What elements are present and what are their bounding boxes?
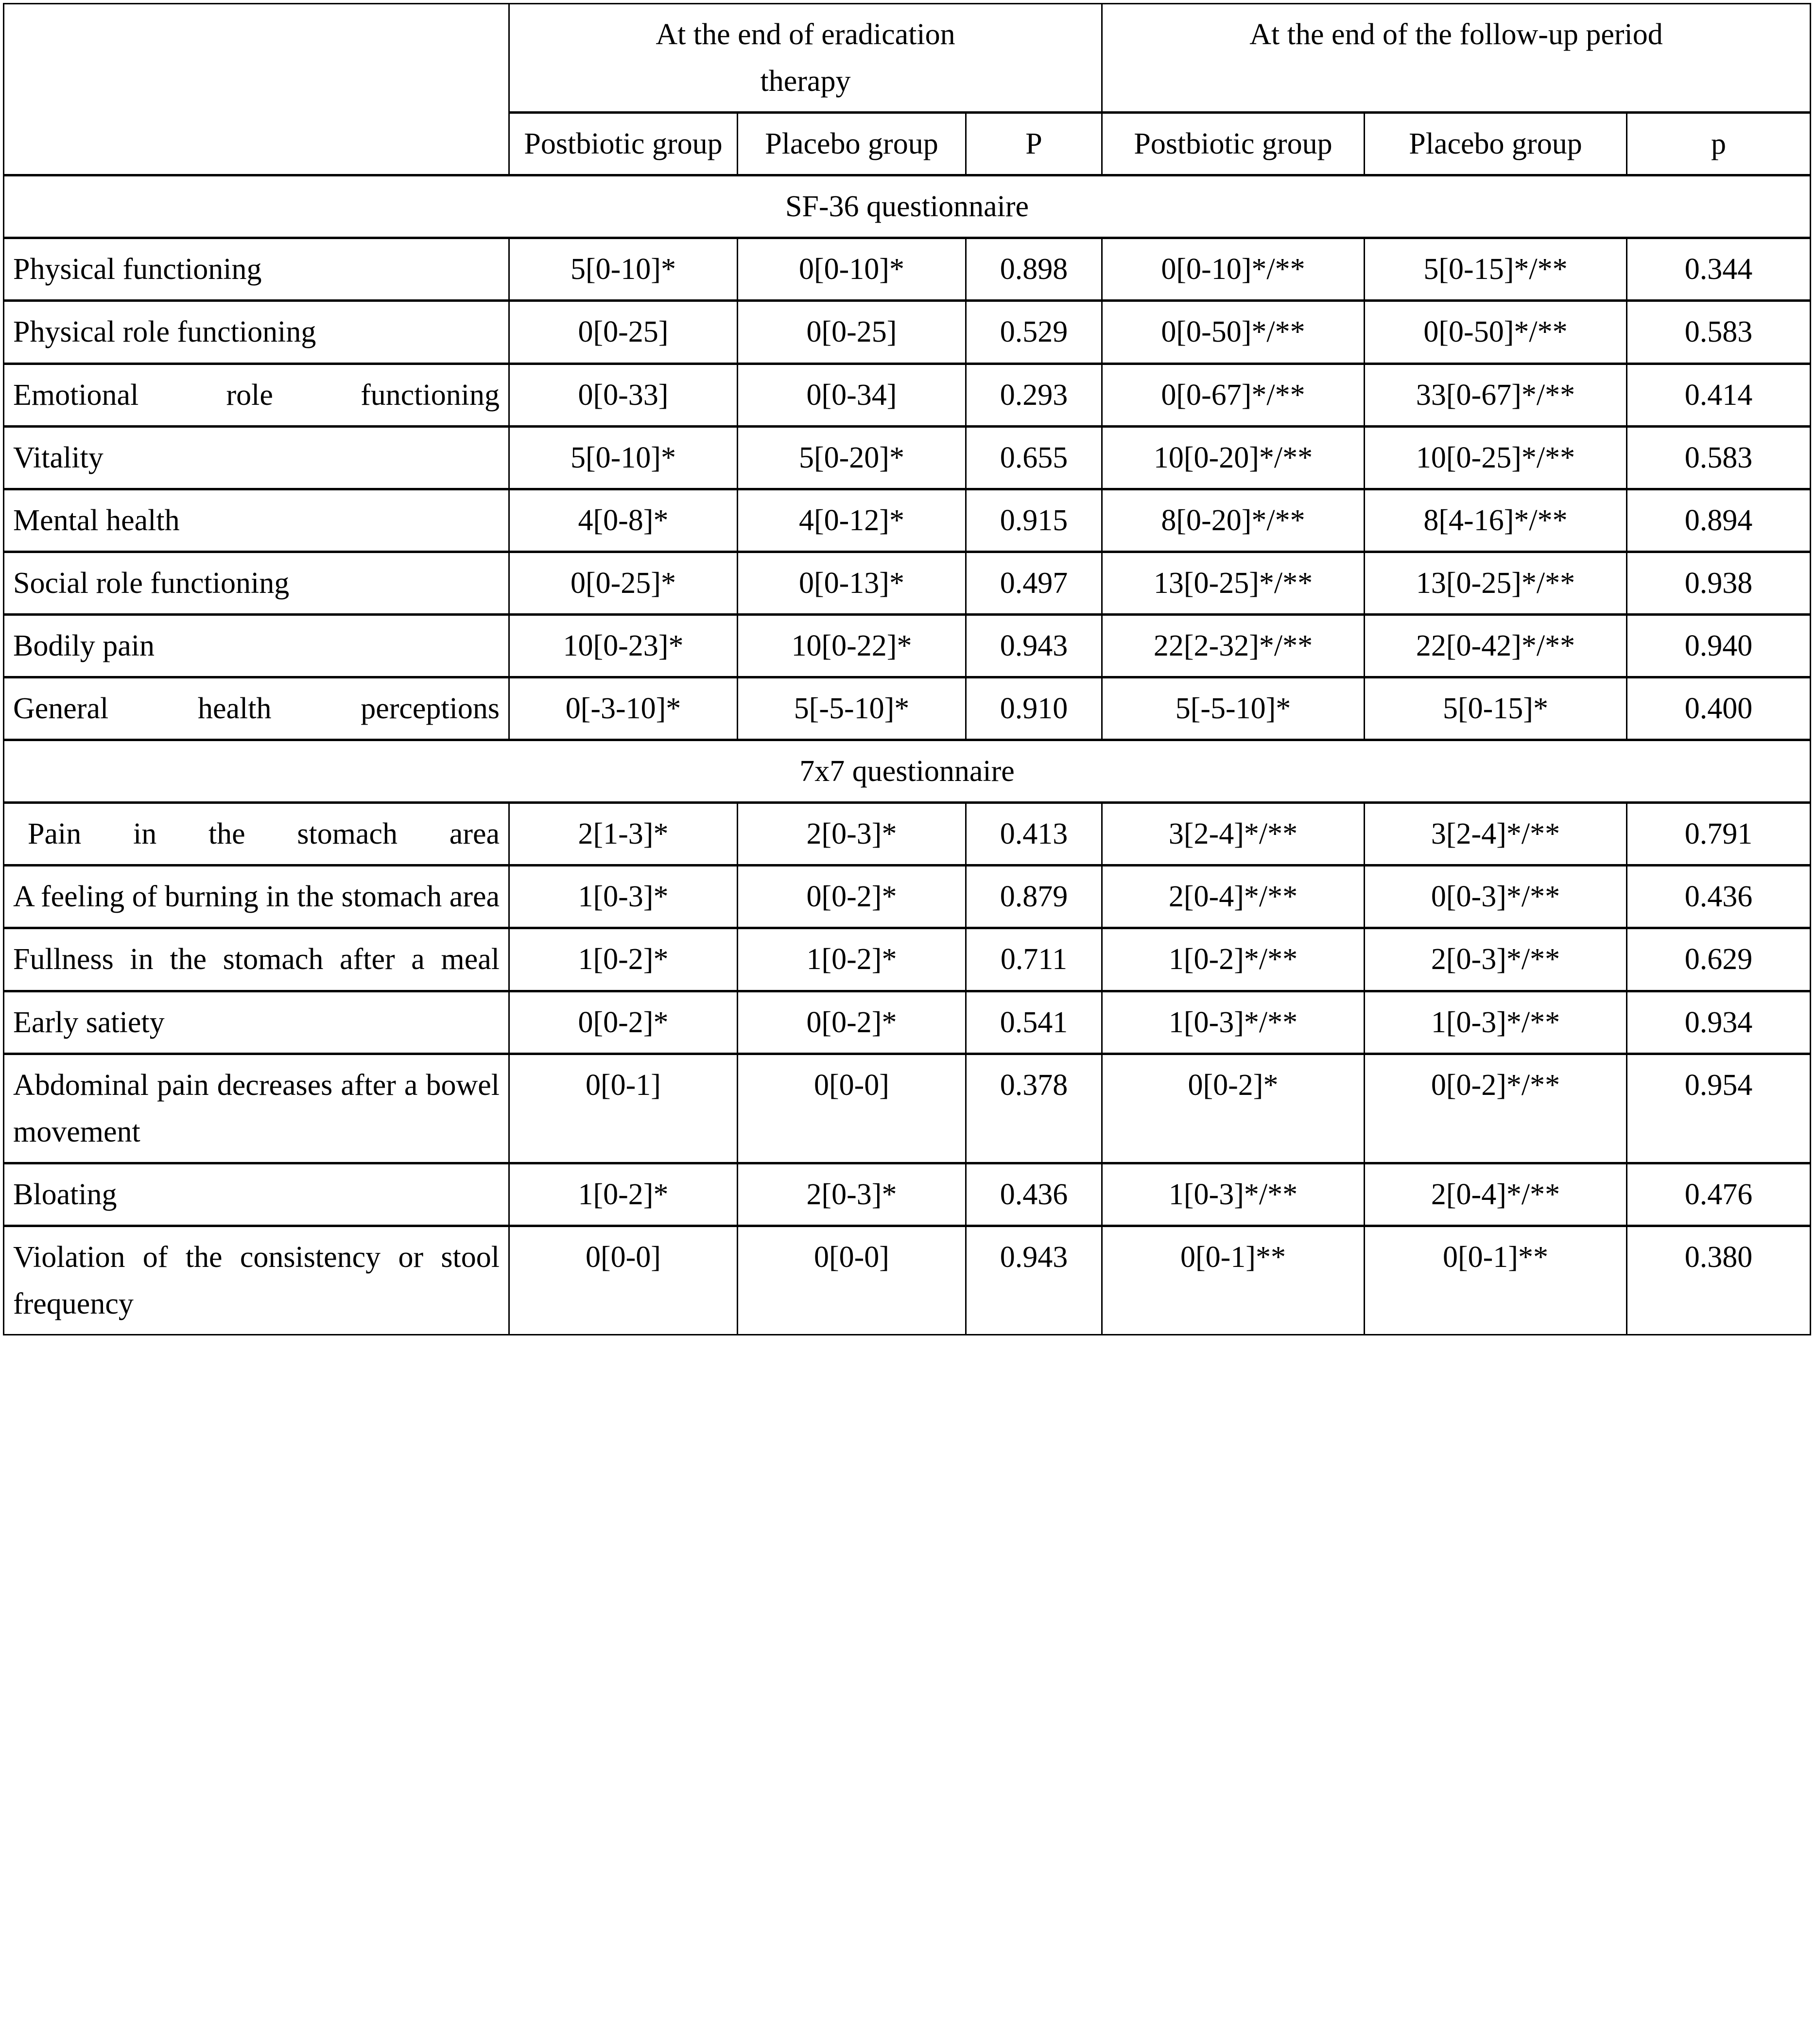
value-p-eradication: 0.943 <box>966 614 1102 677</box>
value-p-followup: 0.380 <box>1627 1226 1811 1334</box>
value-placebo-followup: 2[0-3]*/** <box>1365 928 1627 991</box>
value-postbiotic-eradication: 4[0-8]* <box>509 489 738 552</box>
row-label: Bloating <box>4 1163 509 1226</box>
table-row <box>4 1226 1811 1334</box>
value-p-eradication: 0.655 <box>966 426 1102 489</box>
value-postbiotic-eradication: 5[0-10]* <box>509 238 738 301</box>
value-p-eradication: 0.541 <box>966 991 1102 1054</box>
value-p-eradication: 0.413 <box>966 803 1102 866</box>
value-placebo-eradication: 0[0-2]* <box>738 991 966 1054</box>
header-group-eradication-line2: therapy <box>760 65 851 98</box>
value-placebo-followup: 8[4-16]*/** <box>1365 489 1627 552</box>
value-placebo-eradication: 0[0-0] <box>738 1054 966 1163</box>
section-header-row <box>4 175 1811 238</box>
value-placebo-eradication: 2[0-3]* <box>738 1163 966 1226</box>
value-placebo-eradication: 5[-5-10]* <box>738 677 966 740</box>
value-p-followup: 0.414 <box>1627 364 1811 426</box>
row-label: Mental health <box>4 489 509 552</box>
value-postbiotic-followup: 0[0-67]*/** <box>1102 364 1365 426</box>
value-postbiotic-eradication: 10[0-23]* <box>509 614 738 677</box>
value-placebo-eradication: 2[0-3]* <box>738 803 966 866</box>
value-postbiotic-followup: 10[0-20]*/** <box>1102 426 1365 489</box>
header-col-postbiotic-eradication <box>509 113 738 175</box>
table-row <box>4 364 1811 426</box>
section-title: SF-36 questionnaire <box>4 175 1811 238</box>
table-head <box>4 4 1811 175</box>
value-placebo-followup: 5[0-15]* <box>1365 677 1627 740</box>
table-row <box>4 426 1811 489</box>
quality-of-life-results-table <box>3 3 1811 1335</box>
value-placebo-followup: 33[0-67]*/** <box>1365 364 1627 426</box>
row-label: Bodily pain <box>4 614 509 677</box>
value-p-eradication: 0.529 <box>966 301 1102 364</box>
row-label: A feeling of burning in the stomach area <box>4 866 509 928</box>
table-row <box>4 928 1811 991</box>
row-label: Early satiety <box>4 991 509 1054</box>
header-col-placebo-eradication-line2: group <box>868 127 938 161</box>
row-label: Vitality <box>4 426 509 489</box>
row-label: Physical role functioning <box>4 301 509 364</box>
header-col-placebo-followup <box>1365 113 1627 175</box>
value-p-followup: 0.629 <box>1627 928 1811 991</box>
value-placebo-followup: 1[0-3]*/** <box>1365 991 1627 1054</box>
row-label: Abdominal pain decreases after a bowel movement <box>4 1054 509 1163</box>
table-row <box>4 614 1811 677</box>
value-postbiotic-eradication: 0[0-0] <box>509 1226 738 1334</box>
value-postbiotic-followup: 8[0-20]*/** <box>1102 489 1365 552</box>
value-placebo-followup: 10[0-25]*/** <box>1365 426 1627 489</box>
header-col-p-followup-line1: p <box>1711 127 1726 161</box>
value-p-followup: 0.894 <box>1627 489 1811 552</box>
value-placebo-eradication: 0[0-34] <box>738 364 966 426</box>
header-group-eradication-line1: At the end of eradication <box>656 18 955 51</box>
header-col-p-eradication-line1: P <box>1025 127 1042 161</box>
value-postbiotic-followup: 0[0-10]*/** <box>1102 238 1365 301</box>
value-p-eradication: 0.711 <box>966 928 1102 991</box>
value-postbiotic-eradication: 1[0-2]* <box>509 1163 738 1226</box>
value-p-followup: 0.476 <box>1627 1163 1811 1226</box>
value-postbiotic-followup: 1[0-3]*/** <box>1102 1163 1365 1226</box>
value-placebo-followup: 0[0-3]*/** <box>1365 866 1627 928</box>
value-postbiotic-eradication: 2[1-3]* <box>509 803 738 866</box>
row-label: Physical functioning <box>4 238 509 301</box>
value-placebo-eradication: 4[0-12]* <box>738 489 966 552</box>
value-p-followup: 0.583 <box>1627 301 1811 364</box>
value-p-eradication: 0.910 <box>966 677 1102 740</box>
table-row <box>4 301 1811 364</box>
section-title: 7x7 questionnaire <box>4 740 1811 803</box>
row-label: Social role functioning <box>4 552 509 614</box>
value-postbiotic-followup: 1[0-3]*/** <box>1102 991 1365 1054</box>
table-row <box>4 991 1811 1054</box>
value-p-followup: 0.934 <box>1627 991 1811 1054</box>
value-placebo-followup: 5[0-15]*/** <box>1365 238 1627 301</box>
value-postbiotic-eradication: 0[0-1] <box>509 1054 738 1163</box>
value-p-eradication: 0.915 <box>966 489 1102 552</box>
table-row <box>4 552 1811 614</box>
value-placebo-eradication: 0[0-13]* <box>738 552 966 614</box>
header-col-placebo-eradication-line1: Placebo <box>765 127 861 161</box>
value-placebo-followup: 3[2-4]*/** <box>1365 803 1627 866</box>
value-placebo-eradication: 5[0-20]* <box>738 426 966 489</box>
table-row <box>4 1054 1811 1163</box>
value-postbiotic-followup: 0[0-2]* <box>1102 1054 1365 1163</box>
row-label: Fullness in the stomach after a meal <box>4 928 509 991</box>
value-p-eradication: 0.943 <box>966 1226 1102 1334</box>
table-row <box>4 866 1811 928</box>
header-col-postbiotic-followup-line2: group <box>1262 127 1332 161</box>
header-col-postbiotic-followup-line1: Postbiotic <box>1134 127 1255 161</box>
table-row <box>4 1163 1811 1226</box>
value-postbiotic-followup: 0[0-1]** <box>1102 1226 1365 1334</box>
value-placebo-followup: 2[0-4]*/** <box>1365 1163 1627 1226</box>
row-label: Violation of the consistency or stool frequency <box>4 1226 509 1334</box>
value-p-eradication: 0.898 <box>966 238 1102 301</box>
value-p-eradication: 0.378 <box>966 1054 1102 1163</box>
header-col-postbiotic-eradication-line2: group <box>652 127 723 161</box>
section-header-row <box>4 740 1811 803</box>
value-p-eradication: 0.497 <box>966 552 1102 614</box>
header-col-placebo-eradication <box>738 113 966 175</box>
table-row <box>4 803 1811 866</box>
value-p-followup: 0.940 <box>1627 614 1811 677</box>
value-placebo-followup: 13[0-25]*/** <box>1365 552 1627 614</box>
header-col-p-eradication <box>966 113 1102 175</box>
value-postbiotic-followup: 5[-5-10]* <box>1102 677 1365 740</box>
value-p-eradication: 0.293 <box>966 364 1102 426</box>
value-placebo-eradication: 0[0-10]* <box>738 238 966 301</box>
value-postbiotic-followup: 22[2-32]*/** <box>1102 614 1365 677</box>
header-col-postbiotic-eradication-line1: Postbiotic <box>524 127 645 161</box>
table-body <box>4 175 1811 1335</box>
value-placebo-eradication: 1[0-2]* <box>738 928 966 991</box>
value-postbiotic-followup: 1[0-2]*/** <box>1102 928 1365 991</box>
row-label: Pain in the stomach area <box>4 803 509 866</box>
value-placebo-eradication: 0[0-25] <box>738 301 966 364</box>
value-p-followup: 0.938 <box>1627 552 1811 614</box>
value-placebo-followup: 0[0-1]** <box>1365 1226 1627 1334</box>
row-label: General health perceptions <box>4 677 509 740</box>
value-postbiotic-eradication: 0[0-2]* <box>509 991 738 1054</box>
value-p-followup: 0.344 <box>1627 238 1811 301</box>
value-placebo-followup: 22[0-42]*/** <box>1365 614 1627 677</box>
value-p-followup: 0.436 <box>1627 866 1811 928</box>
header-group-followup <box>1102 4 1811 113</box>
value-placebo-eradication: 0[0-2]* <box>738 866 966 928</box>
table-row <box>4 677 1811 740</box>
value-placebo-eradication: 10[0-22]* <box>738 614 966 677</box>
header-group-followup-line1: At the end of the follow-up period <box>1249 18 1663 51</box>
value-postbiotic-eradication: 0[0-25]* <box>509 552 738 614</box>
value-postbiotic-followup: 3[2-4]*/** <box>1102 803 1365 866</box>
value-placebo-followup: 0[0-2]*/** <box>1365 1054 1627 1163</box>
header-group-eradication <box>509 4 1102 113</box>
table-row <box>4 489 1811 552</box>
header-col-placebo-followup-line1: Placebo <box>1409 127 1505 161</box>
value-placebo-eradication: 0[0-0] <box>738 1226 966 1334</box>
value-p-followup: 0.400 <box>1627 677 1811 740</box>
header-group-row <box>4 4 1811 113</box>
header-col-postbiotic-followup <box>1102 113 1365 175</box>
value-postbiotic-eradication: 0[-3-10]* <box>509 677 738 740</box>
value-postbiotic-eradication: 0[0-33] <box>509 364 738 426</box>
value-p-followup: 0.583 <box>1627 426 1811 489</box>
value-postbiotic-followup: 0[0-50]*/** <box>1102 301 1365 364</box>
value-p-eradication: 0.436 <box>966 1163 1102 1226</box>
row-label: Emotional role functioning <box>4 364 509 426</box>
value-placebo-followup: 0[0-50]*/** <box>1365 301 1627 364</box>
value-p-followup: 0.791 <box>1627 803 1811 866</box>
header-col-placebo-followup-line2: group <box>1512 127 1582 161</box>
value-postbiotic-followup: 2[0-4]*/** <box>1102 866 1365 928</box>
table-row <box>4 238 1811 301</box>
value-postbiotic-eradication: 1[0-3]* <box>509 866 738 928</box>
value-postbiotic-eradication: 1[0-2]* <box>509 928 738 991</box>
value-p-eradication: 0.879 <box>966 866 1102 928</box>
value-postbiotic-eradication: 5[0-10]* <box>509 426 738 489</box>
value-postbiotic-followup: 13[0-25]*/** <box>1102 552 1365 614</box>
value-p-followup: 0.954 <box>1627 1054 1811 1163</box>
header-corner-blank <box>4 4 509 175</box>
header-col-p-followup <box>1627 113 1811 175</box>
value-postbiotic-eradication: 0[0-25] <box>509 301 738 364</box>
